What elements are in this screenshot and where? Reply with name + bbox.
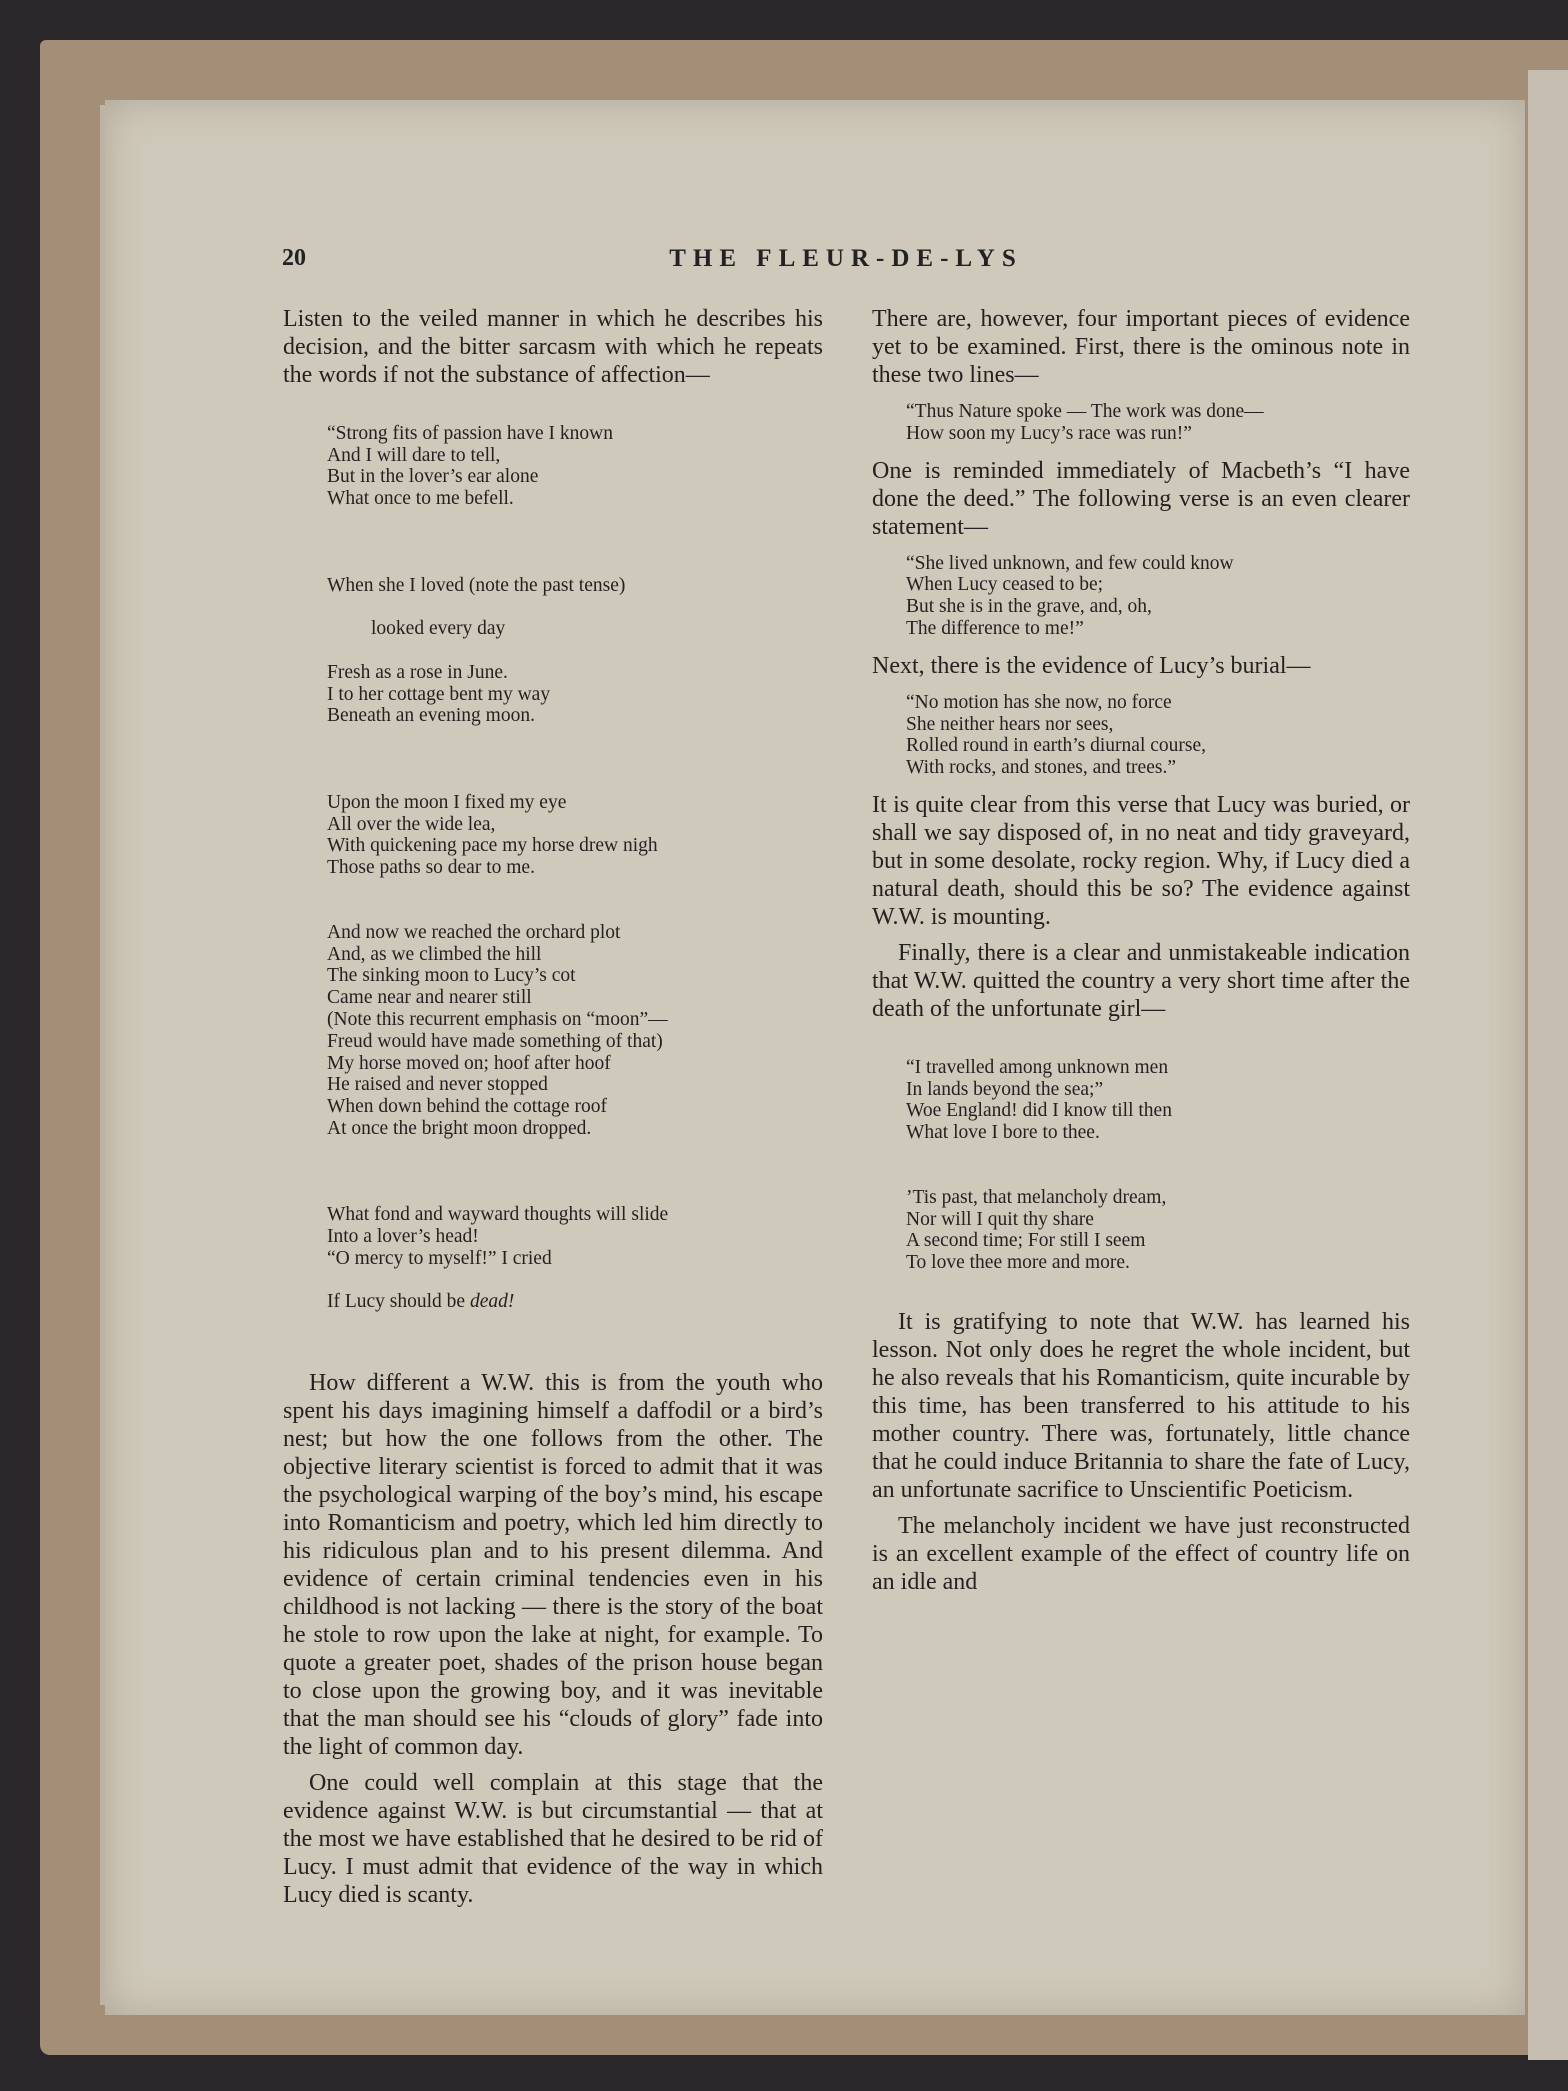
paragraph: It is quite clear from this verse that Lucy was buried, or shall we say disposed of, in no neat and tidy graveyard, but in some desolate, rocky region. Why, if Lucy died a natural death, should this be so? The evidence against W.W. is mounting. bbox=[872, 791, 1410, 930]
verse-lines: What fond and wayward thoughts will slide Into a lover’s head! “O mercy to myself!” I cried bbox=[327, 1204, 669, 1269]
verse-italic-word: dead! bbox=[469, 1291, 515, 1313]
verse-lines: Fresh as a rose in June. I to her cottage bent my way Beneath an evening moon. bbox=[327, 661, 551, 727]
stanza: Upon the moon I fixed my eye All over the wide lea, With quickening pace my horse drew nigh Those paths so dear to me. bbox=[327, 791, 658, 879]
verse-line-text: If Lucy should be bbox=[327, 1291, 470, 1313]
verse-block bbox=[327, 401, 823, 1357]
stanza: ’Tis past, that melancholy dream, Nor will I quit thy share A second time; For still I seem To love thee more and more. bbox=[906, 1186, 1167, 1274]
page-number: 20 bbox=[282, 245, 306, 271]
next-page-edge bbox=[1528, 70, 1568, 2060]
stanza bbox=[327, 1183, 823, 1336]
paragraph: There are, however, four important pieces of evidence yet to be examined. First, there is the ominous note in these two lines— bbox=[872, 306, 1410, 388]
paragraph: Next, there is the evidence of Lucy’s burial— bbox=[872, 652, 1311, 679]
paragraph: How different a W.W. this is from the youth who spent his days imagining himself a daffodil or a bird’s nest; but how the one follows from the other. The objective literary scientist is forced to admit that it was the psychological warping of the boy’s mind, his escape into Romanticism and poetry, which led him directly to his ridiculous plan and to his present dilemma. And evidence of certain criminal tendencies even in his childhood is not lacking — there is the story of the boat he stole to row upon the lake at night, for example. To quote a greater poet, shades of the prison house began to close upon the growing boy, and it was inevitable that the man should see his “clouds of glory” fade into the light of common day. bbox=[283, 1369, 823, 1760]
verse-block: “She lived unknown, and few could know When Lucy ceased to be; But she is in the grave, and, oh, The difference to me!” bbox=[906, 552, 1234, 639]
journal-title: THE FLEUR-DE-LYS bbox=[669, 245, 1023, 272]
stanza: “I travelled among unknown men In lands beyond the sea;” Woe England! did I know till then What love I bore to thee. bbox=[906, 1056, 1172, 1144]
paragraph: Finally, there is a clear and unmistakeable indication that W.W. quitted the country a very short time after the death of the unfortunate girl— bbox=[872, 939, 1410, 1022]
verse-line bbox=[327, 1291, 823, 1313]
stanza: And now we reached the orchard plot And, as we climbed the hill The sinking moon to Lucy’s cot Came near and nearer still (Note this recurrent emphasis on “moon”— Freud would have made something of that) My horse moved on; hoof after hoof He raised and never stopped When down behind the cottage roof At once the bright moon dropped. bbox=[327, 921, 668, 1139]
verse-block: “No motion has she now, no force She neither hears nor sees, Rolled round in earth’s diurnal course, With rocks, and stones, and trees.” bbox=[906, 691, 1207, 779]
verse-block bbox=[906, 1035, 1410, 1296]
left-column bbox=[283, 305, 823, 1909]
paragraph: It is gratifying to note that W.W. has learned his lesson. Not only does he regret the whole incident, but he also reveals that his Romanticism, quite incurable by this time, has been transferred to his attitude to his mother country. There was, fortunately, little chance that he could induce Britannia to share the fate of Lucy, an unfortunate sacrifice to Unscientific Poeticism. bbox=[872, 1308, 1410, 1503]
paragraph: Listen to the veiled manner in which he describes his decision, and the bitter sarcasm with which he repeats the words if not the substance of affection— bbox=[283, 306, 823, 388]
stanza bbox=[327, 553, 823, 749]
paragraph: One is reminded immediately of Macbeth’s “I have done the deed.” The following verse is an even clearer statement— bbox=[872, 457, 1410, 540]
stanza: “Strong fits of passion have I known And I will dare to tell, But in the lover’s ear alone What once to me befell. bbox=[327, 422, 613, 510]
verse-line: When she I loved (note the past tense) bbox=[327, 574, 626, 596]
verse-line: looked every day bbox=[371, 618, 506, 640]
running-header bbox=[282, 245, 1410, 285]
right-column bbox=[872, 305, 1410, 1596]
paragraph: The melancholy incident we have just reconstructed is an excellent example of the effect of country life on an idle and bbox=[872, 1512, 1410, 1595]
paragraph: One could well complain at this stage that the evidence against W.W. is but circumstantial — that at the most we have established that he desired to be rid of Lucy. I must admit that evidence of the way in which Lucy died is scanty. bbox=[283, 1769, 823, 1908]
verse-block: “Thus Nature spoke — The work was done— How soon my Lucy’s race was run!” bbox=[906, 401, 1264, 444]
